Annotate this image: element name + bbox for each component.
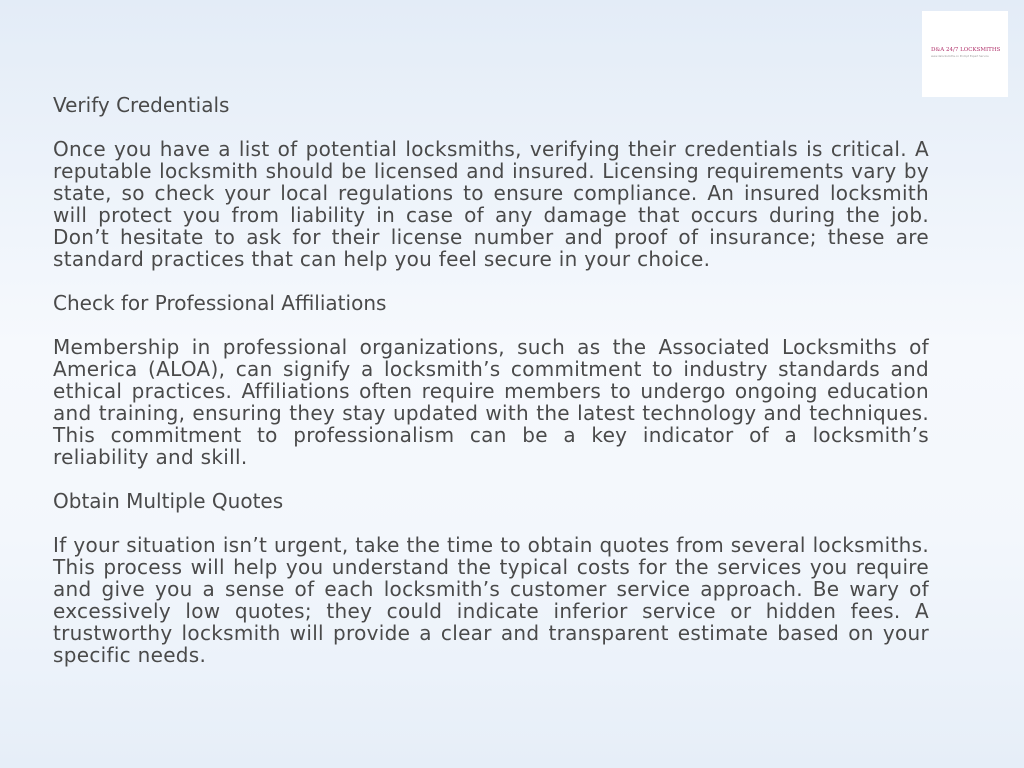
logo-title: D&A 24/7 LOCKSMITHS (931, 47, 1001, 53)
section-paragraph: Once you have a list of potential locksmiths, verifying their credentials is critical. A reputable locksmith should be licensed and insured. Licensing requirements vary by state, so check your local regulations to ensure compliance. An insured locksmith will protect you from liability in case of any damage that occurs during the job. Don’t hesitate to ask for their license number and proof of insurance; these are standard practices that can help you feel secure in your choice. (53, 137, 929, 271)
article-content (53, 94, 929, 688)
section-heading: Check for Professional Affiliations (53, 291, 387, 315)
logo-tagline: www.dalocksmiths.co Prompt Expert Service (931, 55, 989, 58)
section-heading: Verify Credentials (53, 93, 230, 117)
section-professional-affiliations (53, 292, 929, 468)
section-verify-credentials (53, 94, 929, 270)
section-multiple-quotes (53, 490, 929, 666)
section-heading: Obtain Multiple Quotes (53, 489, 284, 513)
company-logo (922, 11, 1008, 97)
section-paragraph: If your situation isn’t urgent, take the time to obtain quotes from several locksmiths. This process will help you understand the typical costs for the services you require and give you a sense of each locksmith’s customer service approach. Be wary of excessively low quotes; they could indicate inferior service or hidden fees. A trustworthy locksmith will provide a clear and transparent estimate based on your specific needs. (53, 533, 929, 667)
section-paragraph: Membership in professional organizations, such as the Associated Locksmiths of America (ALOA), can signify a locksmith’s commitment to industry standards and ethical practices. Affiliations often require members to undergo ongoing education and training, ensuring they stay updated with the latest technology and techniques. This commitment to professionalism can be a key indicator of a locksmith’s reliability and skill. (53, 335, 929, 469)
